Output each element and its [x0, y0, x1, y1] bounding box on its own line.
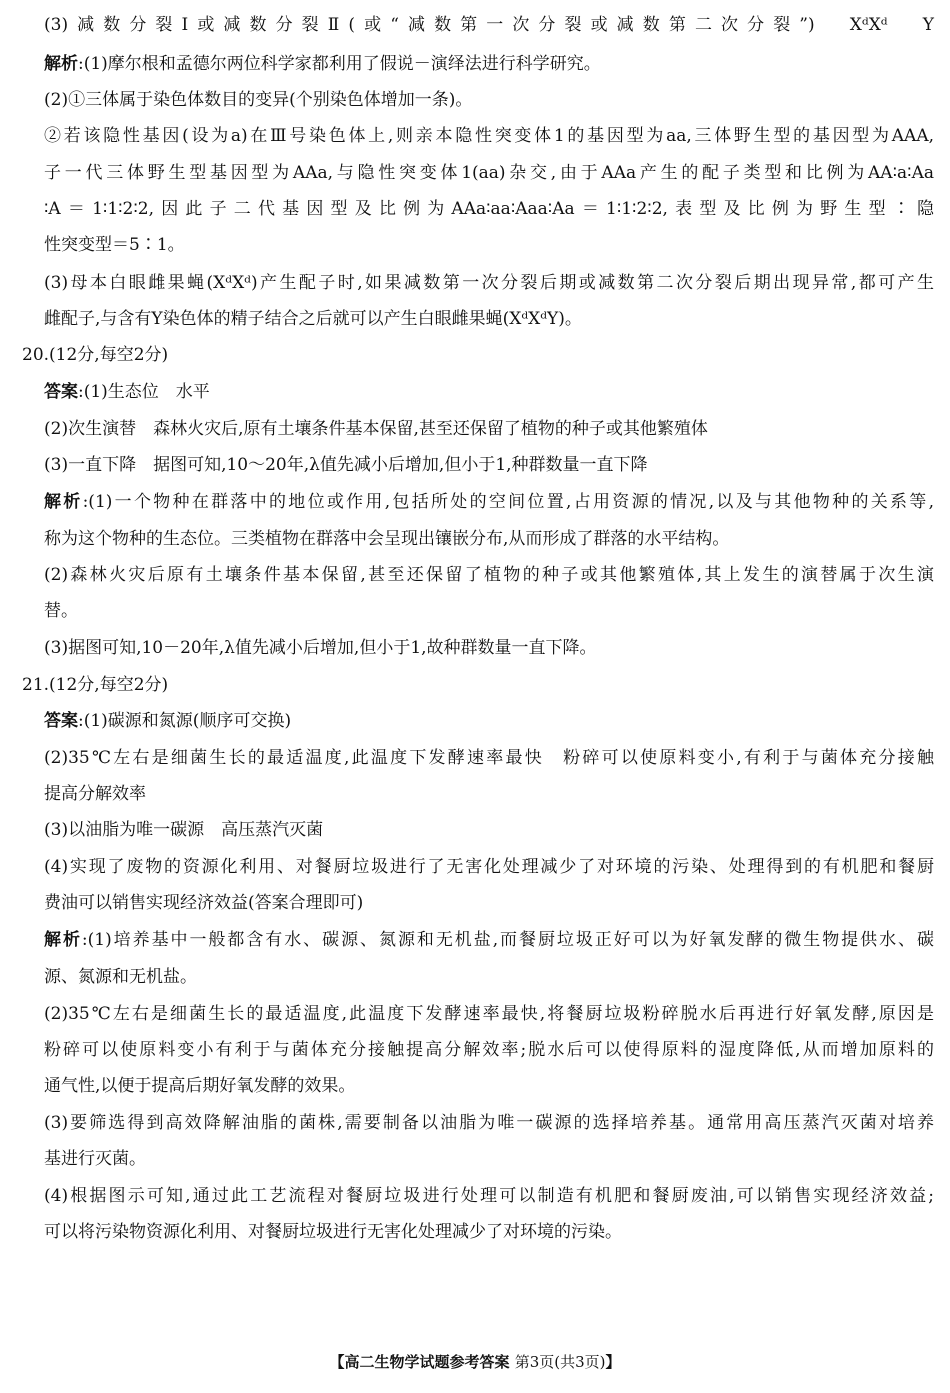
analysis-line: 性突变型＝5∶1。: [44, 235, 185, 255]
page-number: 第3页(共3页): [514, 1353, 606, 1371]
analysis-line: (4)根据图示可知,通过此工艺流程对餐厨垃圾进行处理可以制造有机肥和餐厨废油,可以销售实现经济效益;: [44, 1186, 934, 1206]
analysis-line: ②若该隐性基因(设为a)在Ⅲ号染色体上,则亲本隐性突变体1的基因型为aa,三体野生型的基因型为AAA,: [44, 126, 934, 146]
analysis-line: 通气性,以便于提高后期好氧发酵的效果。: [44, 1076, 356, 1096]
analysis-line: (3)母本白眼雌果蝇(XᵈXᵈ)产生配子时,如果减数第一次分裂后期或减数第二次分裂后期出现异常,都可产生: [44, 273, 934, 293]
answer-line: (3)减数分裂Ⅰ或减数分裂Ⅱ(或“减数第一次分裂或减数第二次分裂”) XᵈXᵈ Y: [44, 15, 934, 35]
question-header-21: 21.(12分,每空2分): [22, 675, 169, 695]
analysis-line: 基进行灭菌。: [44, 1149, 146, 1169]
answer-line: (2)次生演替 森林火灾后,原有土壤条件基本保留,甚至还保留了植物的种子或其他繁殖体: [44, 419, 708, 439]
analysis-line: (3)据图可知,10－20年,λ值先减小后增加,但小于1,故种群数量一直下降。: [44, 638, 597, 658]
question-header-20: 20.(12分,每空2分): [22, 345, 169, 365]
analysis-line: 解析:(1)摩尔根和孟德尔两位科学家都利用了假说－演绎法进行科学研究。: [44, 54, 601, 74]
analysis-label: 解析: [44, 492, 83, 512]
analysis-line: 解析:(1)培养基中一般都含有水、碳源、氮源和无机盐,而餐厨垃圾正好可以为好氧发酵的微生物提供水、碳: [44, 930, 934, 950]
answer-line: 答案:(1)生态位 水平: [44, 382, 210, 402]
answer-label: 答案: [44, 711, 78, 731]
answer-line: (3)一直下降 据图可知,10～20年,λ值先减小后增加,但小于1,种群数量一直下降: [44, 455, 648, 475]
answer-line: (3)以油脂为唯一碳源 高压蒸汽灭菌: [44, 820, 324, 840]
analysis-line: 称为这个物种的生态位。三类植物在群落中会呈现出镶嵌分布,从而形成了群落的水平结构。: [44, 529, 730, 549]
analysis-line: (2)①三体属于染色体数目的变异(个别染色体增加一条)。: [44, 90, 473, 110]
analysis-line: (3)要筛选得到高效降解油脂的菌株,需要制备以油脂为唯一碳源的选择培养基。通常用高压蒸汽灭菌对培养: [44, 1113, 934, 1133]
answer-line: 答案:(1)碳源和氮源(顺序可交换): [44, 711, 292, 731]
answer-line: 提高分解效率: [44, 784, 146, 804]
analysis-line: 解析:(1)一个物种在群落中的地位或作用,包括所处的空间位置,占用资源的情况,以及与其他物种的关系等,: [44, 492, 934, 512]
analysis-line: 粉碎可以使原料变小有利于与菌体充分接触提高分解效率;脱水后可以使得原料的湿度降低,从而增加原料的: [44, 1040, 934, 1060]
footer-bracket: 】: [605, 1353, 621, 1371]
analysis-line: 源、氮源和无机盐。: [44, 967, 197, 987]
footer-title: 【高二生物学试题参考答案: [329, 1353, 510, 1371]
analysis-line: 可以将污染物资源化利用、对餐厨垃圾进行无害化处理减少了对环境的污染。: [44, 1222, 622, 1242]
analysis-label: 解析: [44, 930, 82, 950]
answer-label: 答案: [44, 382, 78, 402]
analysis-line: (2)35℃左右是细菌生长的最适温度,此温度下发酵速率最快,将餐厨垃圾粉碎脱水后再进行好氧发酵,原因是: [44, 1004, 934, 1024]
page-footer: [0, 1352, 950, 1372]
answer-line: 费油可以销售实现经济效益(答案合理即可): [44, 893, 364, 913]
analysis-label: 解析: [44, 54, 78, 74]
analysis-line: (2)森林火灾后原有土壤条件基本保留,甚至还保留了植物的种子或其他繁殖体,其上发生的演替属于次生演: [44, 565, 934, 585]
analysis-line: 替。: [44, 601, 78, 621]
answer-line: (4)实现了废物的资源化利用、对餐厨垃圾进行了无害化处理减少了对环境的污染、处理得到的有机肥和餐厨: [44, 857, 934, 877]
answer-line: (2)35℃左右是细菌生长的最适温度,此温度下发酵速率最快 粉碎可以使原料变小,有利于与菌体充分接触: [44, 748, 934, 768]
analysis-line: 雌配子,与含有Y染色体的精子结合之后就可以产生白眼雌果蝇(XᵈXᵈY)。: [44, 309, 582, 329]
analysis-line: 子一代三体野生型基因型为AAa,与隐性突变体1(aa)杂交,由于AAa产生的配子类型和比例为AA∶a∶Aa: [44, 163, 934, 183]
analysis-line: ∶A＝1∶1∶2∶2,因此子二代基因型及比例为AAa∶aa∶Aaa∶Aa＝1∶1∶2∶2,表型及比例为野生型∶隐: [44, 199, 934, 219]
